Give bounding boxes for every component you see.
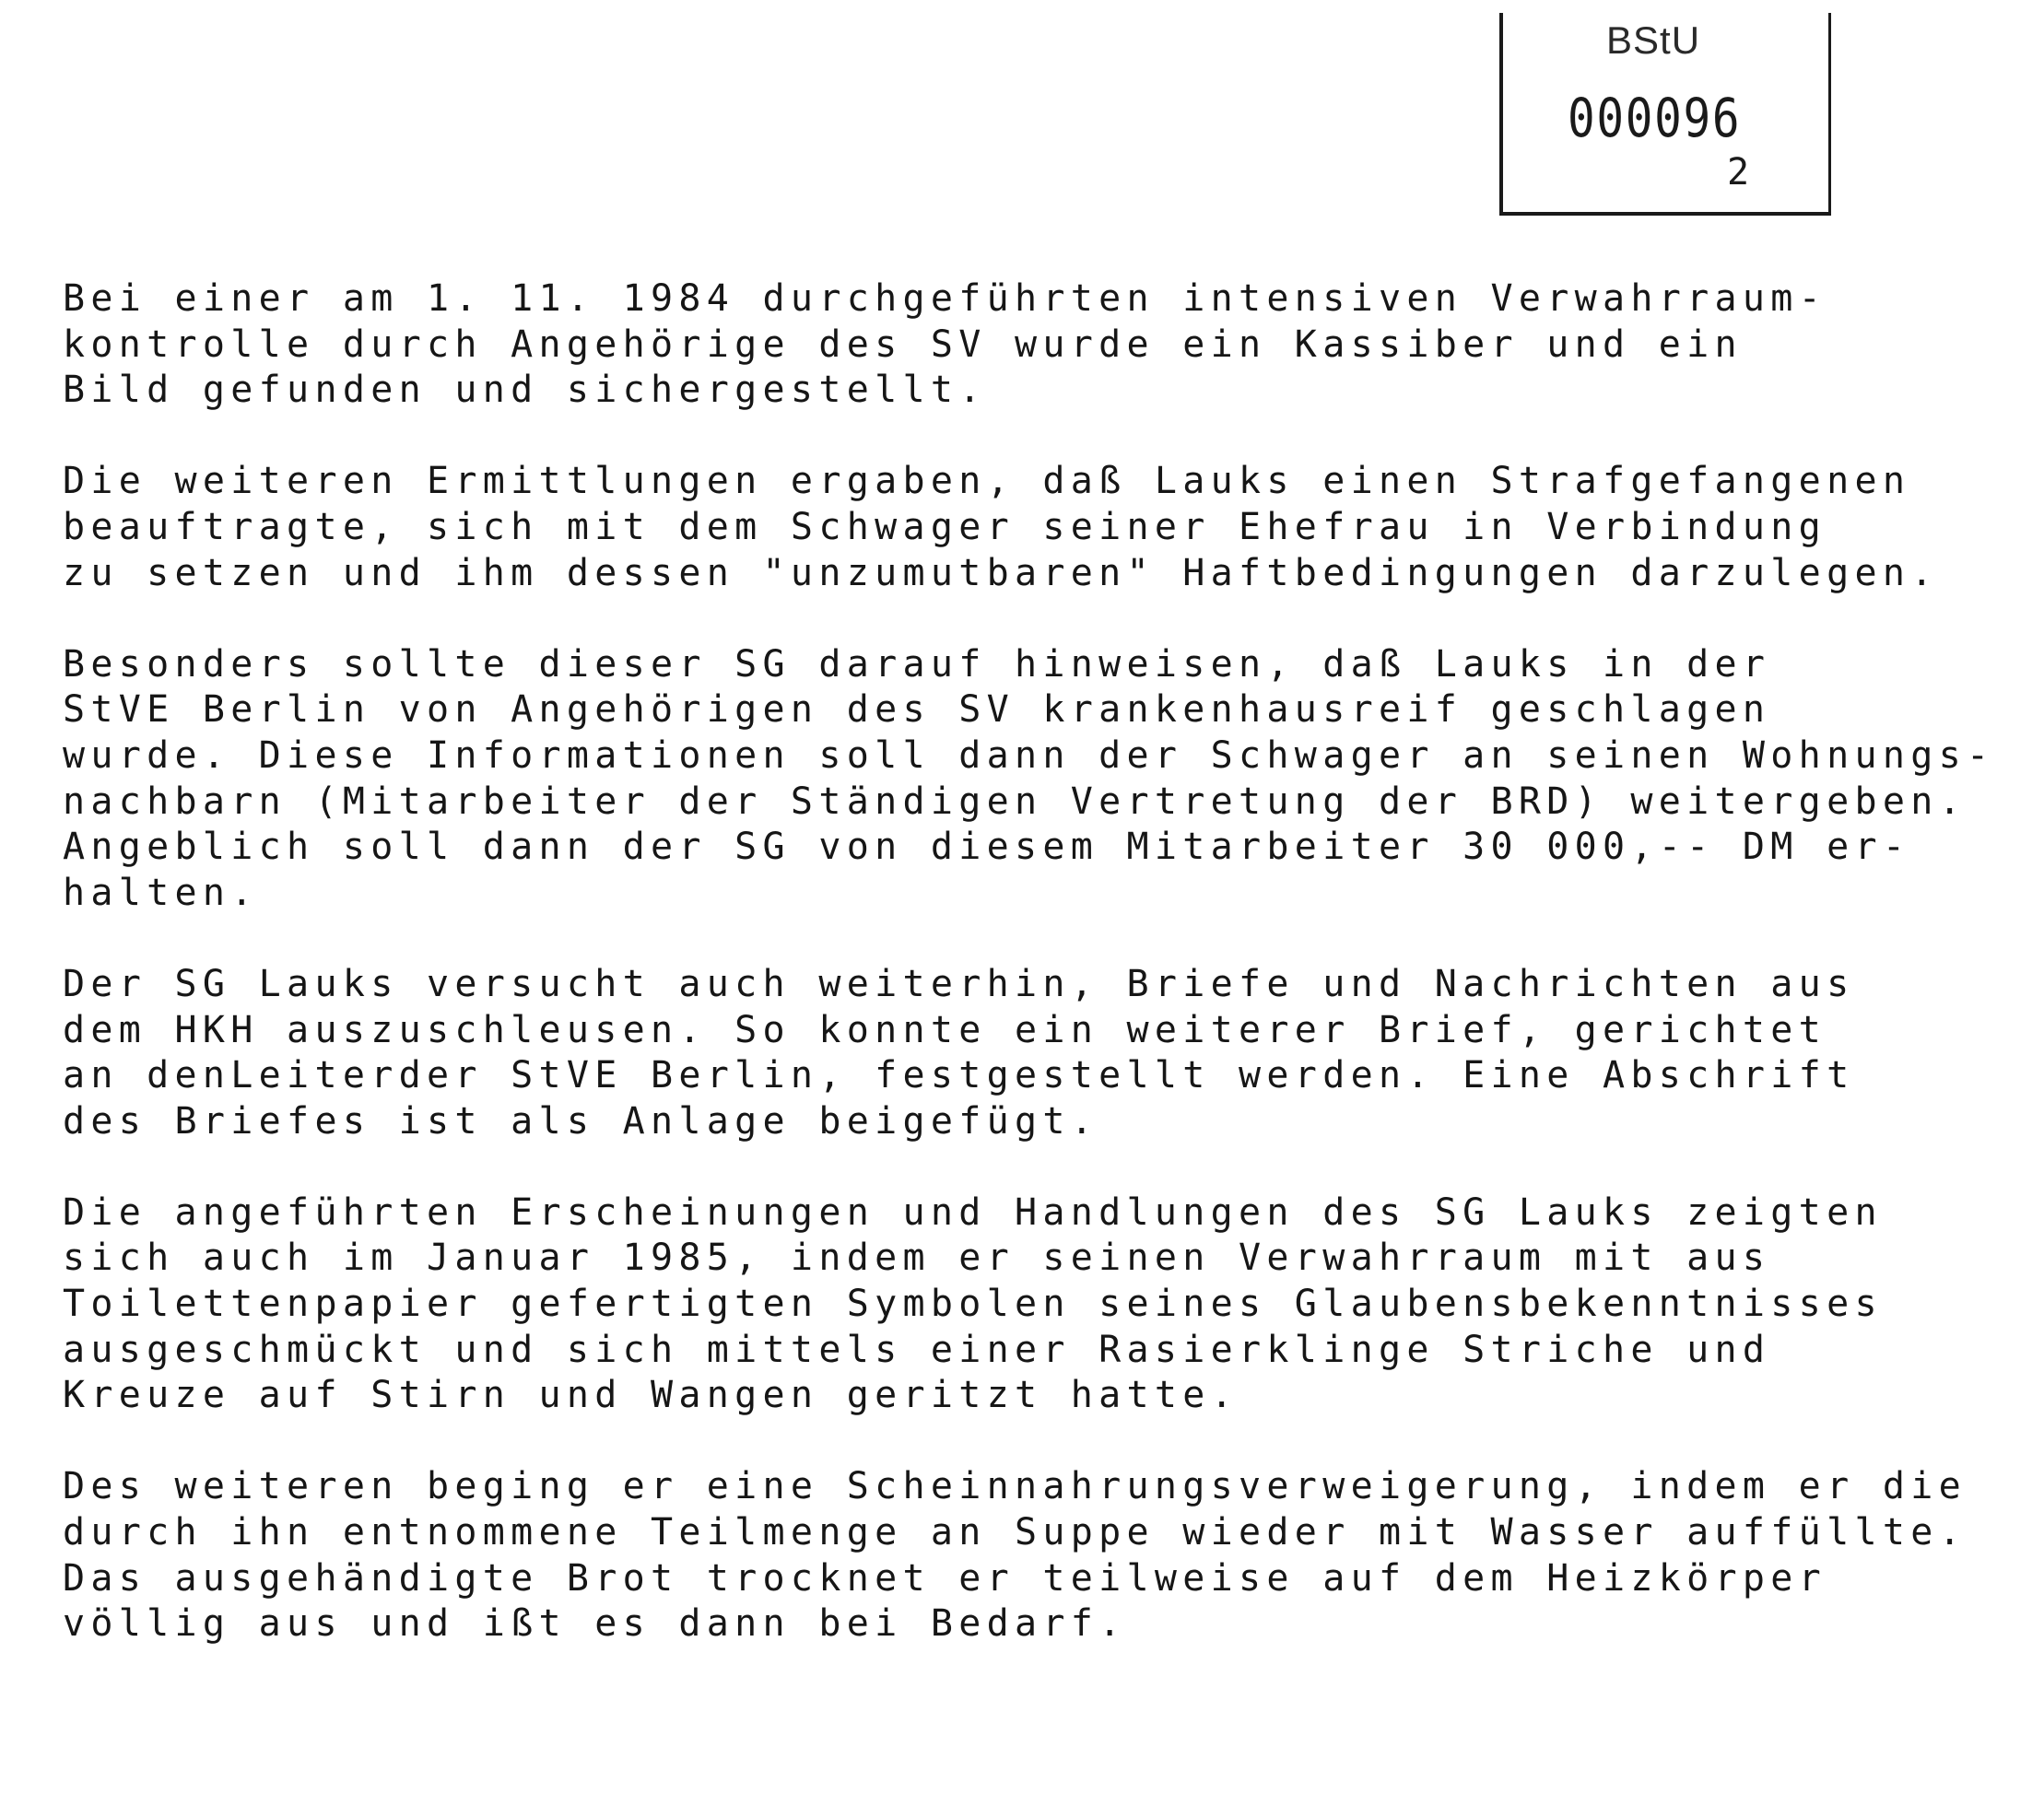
text-line: kontrolle durch Angehörige des SV wurde ein Kassiber und ein: [63, 322, 1743, 366]
text-line: Des weiteren beging er eine Scheinnahrungsverweigerung, indem er die: [63, 1465, 1967, 1508]
paragraph: [63, 642, 2026, 917]
text-line: wurde. Diese Informationen soll dann der Schwager an seinen Wohnungs-: [63, 733, 1995, 777]
text-line: an denLeiterder StVE Berlin, festgestellt werden. Eine Abschrift: [63, 1054, 1855, 1097]
text-line: des Briefes ist als Anlage beigefügt.: [63, 1099, 1099, 1143]
text-line: Die weiteren Ermittlungen ergaben, daß Lauks einen Strafgefangenen: [63, 460, 1911, 503]
stamp-agency: BStU: [1606, 18, 1701, 62]
text-line: Der SG Lauks versucht auch weiterhin, Briefe und Nachrichten aus: [63, 962, 1855, 1005]
paragraph: [63, 1464, 2026, 1647]
text-line: ausgeschmückt und sich mittels einer Rasierklinge Striche und: [63, 1328, 1771, 1371]
text-line: beauftragte, sich mit dem Schwager seiner Ehefrau in Verbindung: [63, 505, 1827, 548]
text-line: sich auch im Januar 1985, indem er seinen Verwahrraum mit aus: [63, 1237, 1771, 1280]
stamp-page-number: 2: [1727, 151, 1750, 193]
paragraph: [63, 962, 2026, 1144]
text-line: StVE Berlin von Angehörigen des SV krankenhausreif geschlagen: [63, 688, 1771, 732]
paragraph: [63, 1190, 2026, 1419]
text-line: dem HKH auszuschleusen. So konnte ein weiterer Brief, gerichtet: [63, 1008, 1827, 1051]
stamp-number: 000096: [1568, 87, 1742, 149]
document-body: [63, 276, 2026, 1693]
paragraph: [63, 276, 2026, 414]
text-line: Angeblich soll dann der SG von diesem Mitarbeiter 30 000,-- DM er-: [63, 826, 1911, 869]
text-line: Kreuze auf Stirn und Wangen geritzt hatte.: [63, 1374, 1239, 1417]
text-line: Bei einer am 1. 11. 1984 durchgeführten intensiven Verwahrraum-: [63, 277, 1827, 320]
text-line: völlig aus und ißt es dann bei Bedarf.: [63, 1602, 1127, 1646]
text-line: Besonders sollte dieser SG darauf hinweisen, daß Lauks in der: [63, 642, 1771, 686]
text-line: durch ihn entnommene Teilmenge an Suppe wieder mit Wasser auffüllte.: [63, 1511, 1967, 1554]
paragraph: [63, 459, 2026, 596]
archive-stamp: [1499, 13, 1831, 216]
text-line: halten.: [63, 871, 259, 914]
text-line: Die angeführten Erscheinungen und Handlungen des SG Lauks zeigten: [63, 1190, 1883, 1234]
text-line: Bild gefunden und sichergestellt.: [63, 369, 987, 412]
text-line: Toilettenpapier gefertigten Symbolen seines Glaubensbekenntnisses: [63, 1283, 1883, 1326]
text-line: nachbarn (Mitarbeiter der Ständigen Vertretung der BRD) weitergeben.: [63, 780, 1967, 823]
text-line: Das ausgehändigte Brot trocknet er teilweise auf dem Heizkörper: [63, 1556, 1827, 1600]
text-line: zu setzen und ihm dessen "unzumutbaren" Haftbedingungen darzulegen.: [63, 551, 1939, 594]
